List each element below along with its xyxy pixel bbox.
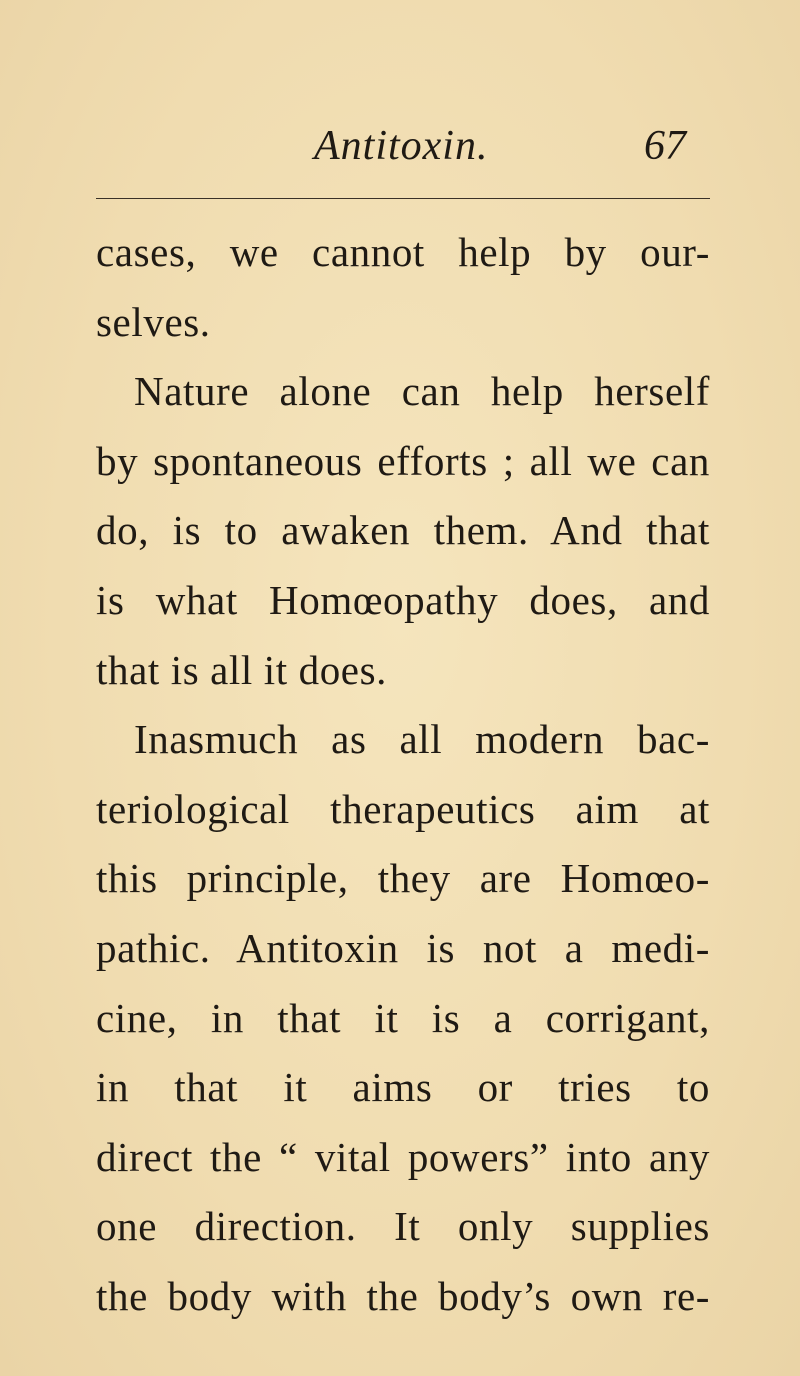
text-line: in that it aims or tries to: [96, 1064, 710, 1111]
text-line: do, is to awaken them. And that: [96, 507, 710, 554]
text-line: selves.: [96, 298, 211, 345]
page-number: 67: [644, 123, 686, 169]
text-line: that is all it does.: [96, 646, 387, 693]
text-line: cine, in that it is a corrigant,: [96, 994, 710, 1041]
body-text: [96, 218, 726, 1332]
text-line: is what Homœopathy does, and: [96, 576, 710, 623]
text-line: teriological therapeutics aim at: [96, 785, 710, 832]
text-line: one direction. It only supplies: [96, 1203, 710, 1250]
text-line: Nature alone can help herself: [134, 368, 710, 415]
text-line: by spontaneous efforts ; all we can: [96, 437, 710, 484]
text-line: cases, we cannot help by our-: [96, 229, 710, 275]
running-head: [96, 120, 710, 180]
text-line: Inasmuch as all modern bac-: [134, 716, 710, 763]
header-rule: [96, 198, 710, 199]
text-line: the body with the body’s own re-: [96, 1272, 710, 1319]
text-line: direct the “ vital powers” into any: [96, 1133, 710, 1180]
text-line: this principle, they are Homœo-: [96, 855, 710, 902]
running-title: Antitoxin.: [314, 123, 489, 169]
text-line: pathic. Antitoxin is not a medi-: [96, 924, 710, 971]
